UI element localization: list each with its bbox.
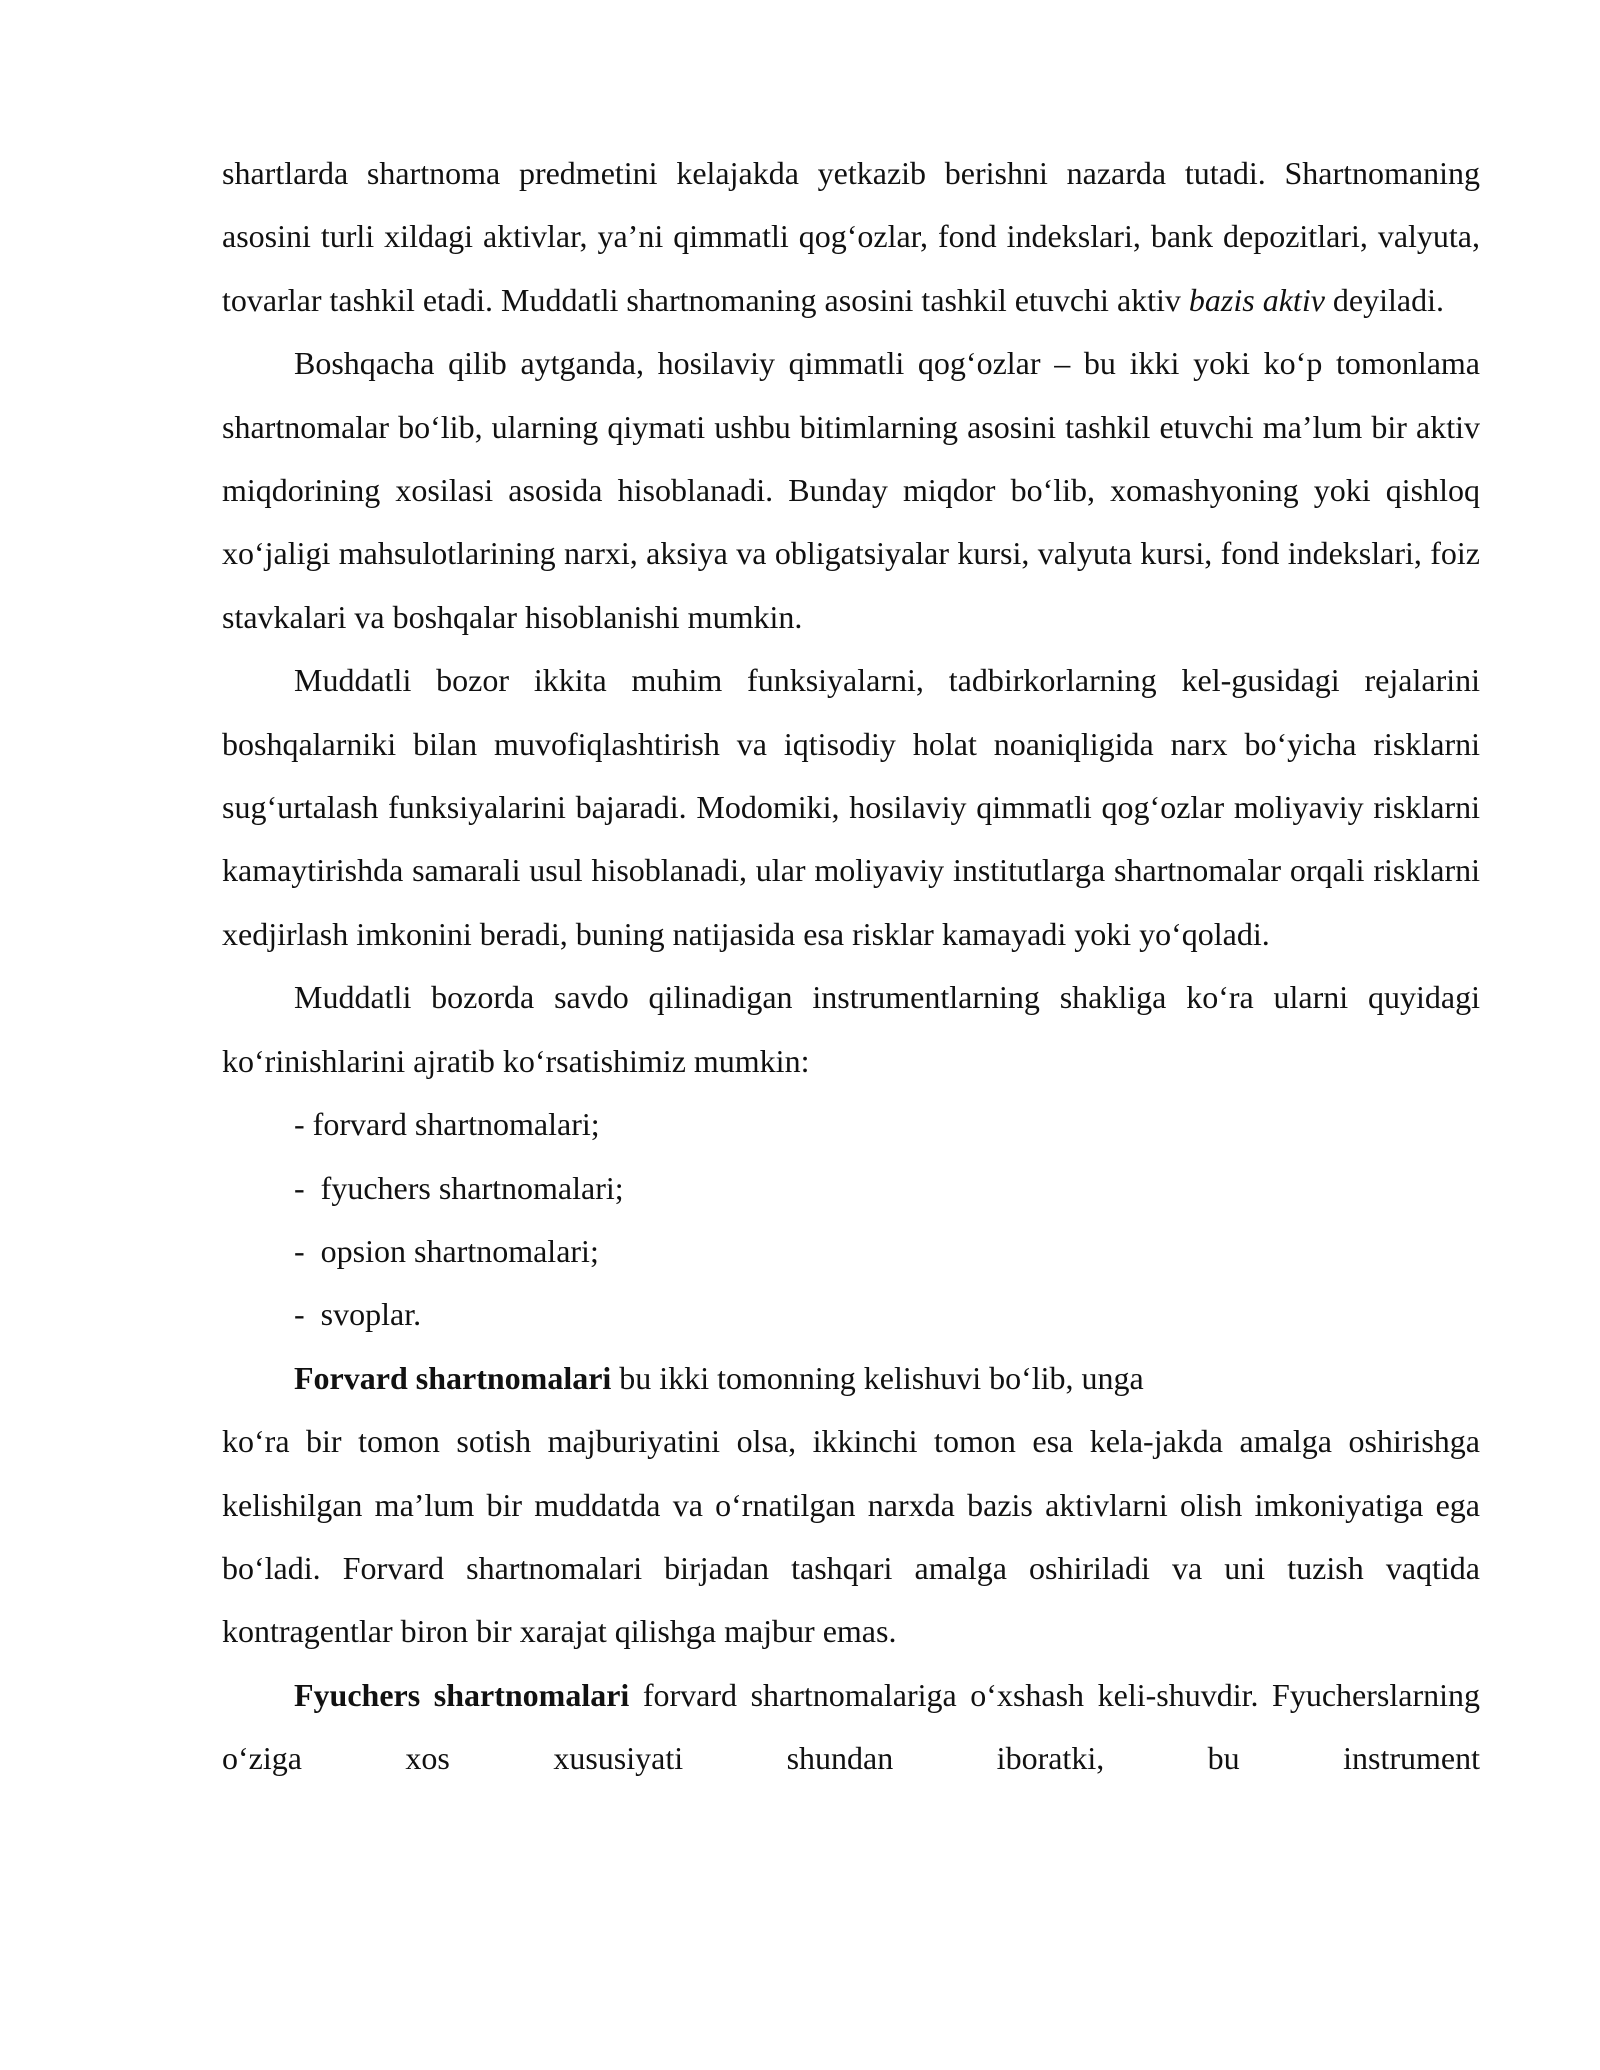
list-item-forvard: - forvard shartnomalari; [294, 1106, 600, 1143]
document-page [222, 142, 1480, 1791]
list-item-svoplar: - svoplar. [294, 1296, 422, 1333]
paragraph-5-line1-rest: bu ikki tomonning kelishuvi bo‘lib, unga [611, 1359, 1144, 1396]
paragraph-6 [222, 1664, 1480, 1791]
paragraph-5-rest: ko‘ra bir tomon sotish majburiyatini olsa, ikkinchi tomon esa kela-jakda amalga oshirishga kelishilgan ma’lum bir muddatda va o‘rnatilgan narxda bazis aktivlarni olish imkoniyatiga ega bo‘ladi. Forvard shartnomalari birjadan tashqari amalga oshiriladi va uni tuzish vaqtida kontragentlar biron bir xarajat qilishga majbur emas. [222, 1423, 1480, 1650]
paragraph-4: Muddatli bozorda savdo qilinadigan instrumentlarning shakliga ko‘ra ularni quyidagi ko‘rinishlarini ajratib ko‘rsatishimiz mumkin: [222, 979, 1480, 1079]
paragraph-3: Muddatli bozor ikkita muhim funksiyalarni, tadbirkorlarning kel-gusidagi rejalarini boshqalarniki bilan muvofiqlashtirish va iqtisodiy holat noaniqligida narx bo‘yicha risklarni sug‘urtalash funksiyalarini bajaradi. Modomiki, hosilaviy qimmatli qog‘ozlar moliyaviy risklarni kamaytirishda samarali usul hisoblanadi, ular moliyaviy institutlarga shartnomalar orqali risklarni xedjirlash imkonini beradi, buning natijasida esa risklar kamayadi yoki yo‘qoladi. [222, 662, 1480, 952]
paragraph-5-term: Forvard shartnomalari [294, 1359, 612, 1396]
paragraph-1-text-a: shartlarda shartnoma predmetini kelajakda yetkazib berishni nazarda tutadi. Shartnomaning asosini turli xildagi aktivlar, ya’ni qimmatli qog‘ozlar, fond indekslari, bank depozitlari, valyuta, tovarlar tashkil etadi. Muddatli shartnomaning asosini tashkil etuvchi aktiv [222, 155, 1480, 318]
paragraph-1-italic-term: bazis aktiv [1188, 281, 1325, 318]
list-item-fyuchers: - fyuchers shartnomalari; [294, 1169, 624, 1206]
paragraph-2: Boshqacha qilib aytganda, hosilaviy qimmatli qog‘ozlar – bu ikki yoki ko‘p tomonlama shartnomalar bo‘lib, ularning qiymati ushbu bitimlarning asosini tashkil etuvchi ma’lum bir aktiv miqdorining xosilasi asosida hisoblanadi. Bunday miqdor bo‘lib, xomashyoning yoki qishloq xo‘jaligi mahsulotlarining narxi, aksiya va obligatsiyalar kursi, valyuta kursi, fond indekslari, foiz stavkalari va boshqalar hisoblanishi mumkin. [222, 345, 1480, 635]
list-item-opsion: - opsion shartnomalari; [294, 1232, 599, 1269]
paragraph-1-text-b: deyiladi. [1324, 281, 1444, 318]
paragraph-5-first-line [222, 1347, 1480, 1410]
paragraph-6-text: forvard shartnomalariga o‘xshash keli-shuvdir. Fyucherslarning o‘ziga xos xususiyati shundan iboratki, bu instrument [222, 1676, 1481, 1777]
paragraph-1 [222, 142, 1480, 332]
paragraph-6-term: Fyuchers shartnomalari [294, 1676, 630, 1713]
